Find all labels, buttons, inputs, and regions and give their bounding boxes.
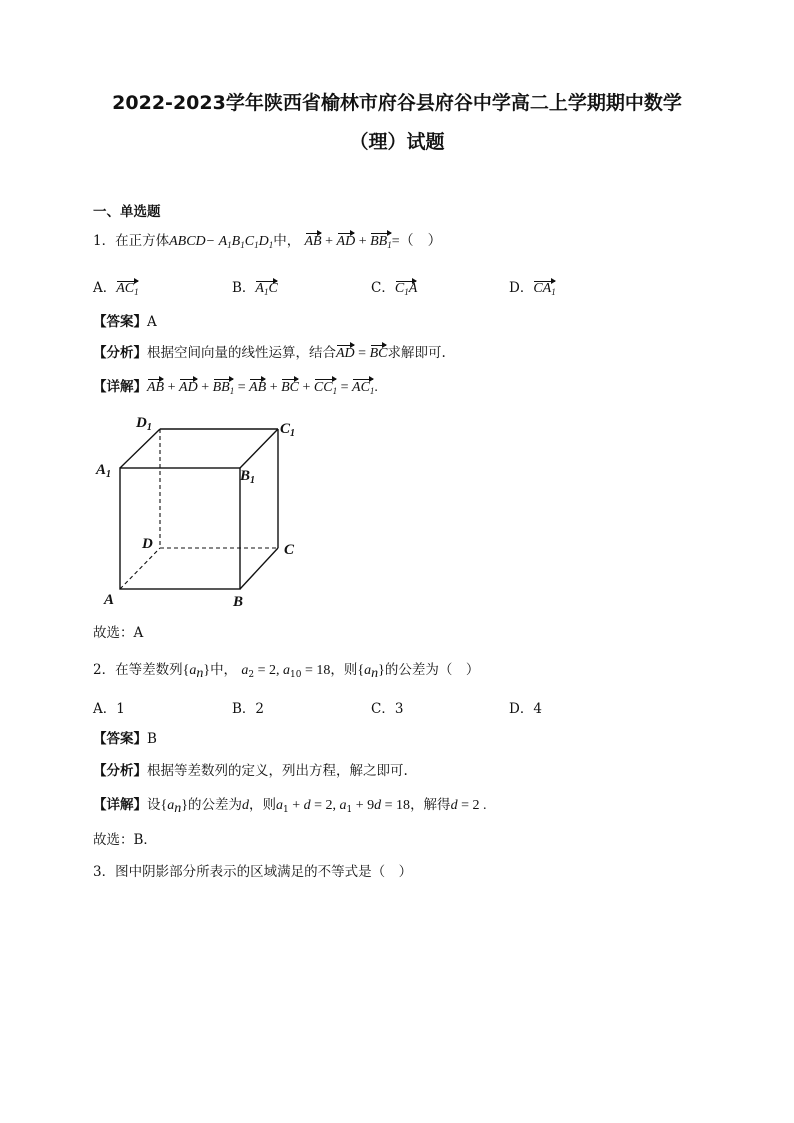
q1-conclusion: 故选：A — [93, 625, 144, 641]
question-number: 1． — [93, 233, 116, 249]
math-vector-sum: AB + AD + $BB_1$ — [305, 233, 392, 249]
vertex-label-c1: $C_1$ — [280, 421, 296, 439]
vertex-label-d1: $D_1$ — [136, 415, 152, 433]
vertex-label-b1: $B_1$ — [240, 468, 256, 486]
question-1-stem — [93, 232, 442, 254]
math-cube-name: ABCD− $A_1B_1C_1D_1$ — [169, 234, 274, 250]
stem-text: 在正方体 — [115, 233, 170, 249]
q1-answer: 【答案】A — [93, 314, 157, 330]
vertex-label-d: D — [142, 536, 153, 552]
q1-detail: 【详解】AB + AD + $BB_1$ = AB + BC + $CC_1 = AC_1$. — [93, 378, 378, 400]
q2-analysis: 【分析】根据等差数列的定义，列出方程，解之即可. — [93, 763, 408, 779]
q1-option-d[interactable]: D．$CA_1$ — [509, 280, 556, 297]
q2-detail: 【详解】设$\{a_n\}$的公差为d，则$a_1 + d = 2$, $a_1 + 9d = 18$，解得d = 2 . — [93, 797, 487, 816]
q2-option-d[interactable]: D．4 — [509, 701, 542, 717]
vertex-label-b: B — [233, 594, 244, 610]
vertex-label-a: A — [104, 592, 115, 608]
question-2-stem: 2．在等差数列$\{a_n\}$中， $a_2 = 2$, $a_{10} = 18$，则$\{a_n\}$的公差为（ ） — [93, 662, 480, 681]
vertex-label-c: C — [284, 542, 295, 558]
section-heading: 一、单选题 — [93, 204, 161, 220]
q1-option-a[interactable]: A．$AC_1$ — [93, 280, 139, 297]
q1-option-c[interactable]: C．$C_1A$ — [371, 280, 418, 297]
q1-analysis: 【分析】根据空间向量的线性运算，结合AD = BC求解即可. — [93, 345, 446, 361]
vertex-label-a1: $A_1$ — [96, 462, 112, 480]
q2-option-b[interactable]: B．2 — [232, 701, 265, 717]
stem-text: 中， — [273, 233, 301, 249]
stem-end: =（ ） — [391, 234, 442, 249]
q1-option-b[interactable]: B．$A_1C$ — [232, 280, 278, 297]
q2-option-a[interactable]: A．1 — [93, 701, 125, 717]
q2-conclusion: 故选：B． — [93, 832, 157, 848]
q2-option-c[interactable]: C．3 — [371, 701, 404, 717]
document-title-line2: （理）试题 — [349, 131, 445, 153]
cube-figure — [90, 408, 320, 613]
q2-answer: 【答案】B — [93, 731, 157, 747]
question-3-stem: 3．图中阴影部分所表示的区域满足的不等式是（ ） — [93, 864, 413, 880]
document-title-line1: 2022-2023学年陕西省榆林市府谷县府谷中学高二上学期期中数学 — [112, 92, 682, 114]
